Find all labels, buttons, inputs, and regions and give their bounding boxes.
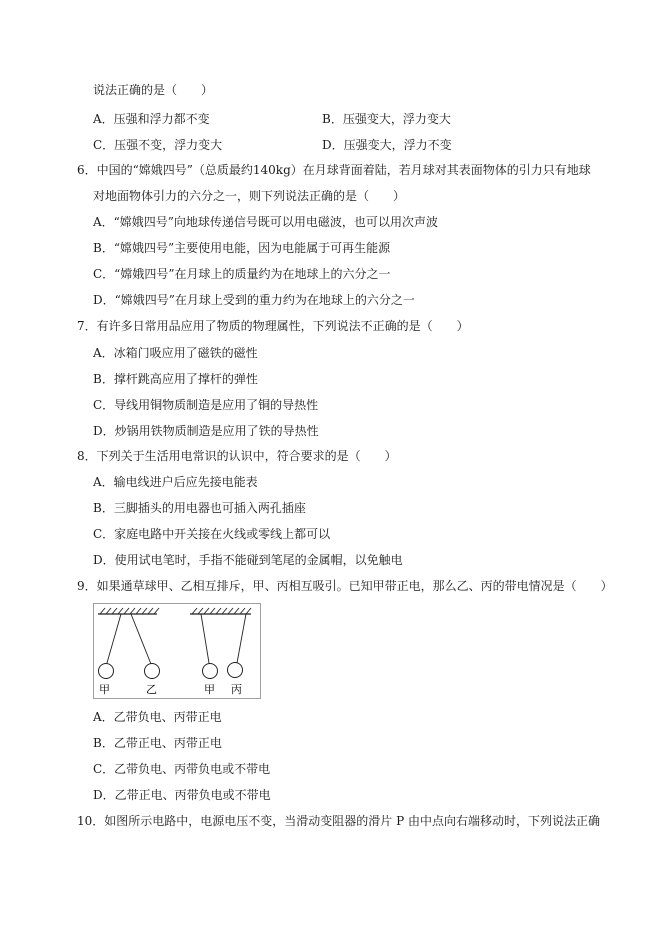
question-7-stem: 7．有许多日常用品应用了物质的物理属性，下列说法不正确的是（ ）	[77, 319, 469, 333]
question-7-option-b: B．撑杆跳高应用了撑杆的弹性	[93, 372, 258, 386]
question-9-stem: 9．如果通草球甲、乙相互排斥，甲、丙相互吸引。已知甲带正电，那么乙、丙的带电情况是（ ）	[77, 579, 613, 593]
question-7-option-c: C．导线用铜物质制造是应用了铜的导热性	[93, 398, 319, 412]
question-8-stem: 8．下列关于生活用电常识的认识中，符合要求的是（ ）	[77, 449, 397, 463]
question-9-option-b: B．乙带正电、丙带正电	[93, 736, 222, 750]
question-5-option-b: B．压强变大，浮力变大	[322, 112, 451, 126]
question-8-option-b: B．三脚插头的用电器也可插入两孔插座	[93, 501, 306, 515]
ball-yi	[145, 664, 160, 679]
question-9-option-d: D．乙带正电、丙带负电或不带电	[93, 788, 271, 802]
question-8-option-d: D．使用试电笔时，手指不能碰到笔尾的金属帽，以免触电	[93, 553, 403, 567]
question-5-option-a: A．压强和浮力都不变	[93, 112, 210, 126]
question-9-option-c: C．乙带负电、丙带负电或不带电	[93, 762, 271, 776]
ball-jia-right	[203, 664, 218, 679]
thread-bing	[237, 614, 246, 663]
label-jia-right: 甲	[204, 683, 215, 696]
label-jia-left: 甲	[99, 683, 110, 696]
question-6-option-a: A．“嫦娥四号”向地球传递信号既可以用电磁波，也可以用次声波	[93, 215, 438, 229]
pith-ball-figure	[93, 603, 261, 699]
question-6-option-d: D．“嫦娥四号”在月球上受到的重力约为在地球上的六分之一	[93, 293, 415, 307]
ball-jia-left	[99, 664, 114, 679]
question-8-option-a: A．输电线进户后应先接电能表	[93, 475, 258, 489]
question-7-option-a: A．冰箱门吸应用了磁铁的磁性	[93, 346, 258, 360]
question-5-option-c: C．压强不变，浮力变大	[93, 138, 223, 152]
question-6-stem-cont: 对地面物体引力的六分之一，则下列说法正确的是（ ）	[93, 189, 406, 203]
ball-bing	[228, 663, 243, 678]
label-bing: 丙	[231, 683, 242, 696]
right-support-bar	[190, 608, 251, 614]
question-6-option-b: B．“嫦娥四号”主要使用电能，因为电能属于可再生能源	[93, 241, 391, 255]
left-support-bar	[98, 608, 159, 614]
question-6-option-c: C．“嫦娥四号”在月球上的质量约为在地球上的六分之一	[93, 267, 391, 281]
question-8-option-c: C．家庭电路中开关接在火线或零线上都可以	[93, 527, 331, 541]
question-5-stem-tail: 说法正确的是（ ）	[93, 83, 214, 97]
thread-jia-right	[201, 614, 209, 663]
question-9-option-a: A．乙带负电、丙带正电	[93, 710, 222, 724]
label-yi: 乙	[146, 683, 157, 696]
question-6-stem: 6．中国的“嫦娥四号”（总质最约140kg）在月球背面着陆，若月球对其表面物体的引力只有地球	[77, 163, 591, 177]
question-5-option-d: D．压强变大，浮力不变	[322, 138, 452, 152]
question-7-option-d: D．炒锅用铁物质制造是应用了铁的导热性	[93, 424, 319, 438]
thread-jia-left	[107, 614, 121, 663]
thread-yi	[131, 614, 151, 664]
question-10-stem: 10．如图所示电路中，电源电压不变，当滑动变阻器的滑片 P 由中点向右端移动时，下列说法正确	[77, 814, 600, 828]
